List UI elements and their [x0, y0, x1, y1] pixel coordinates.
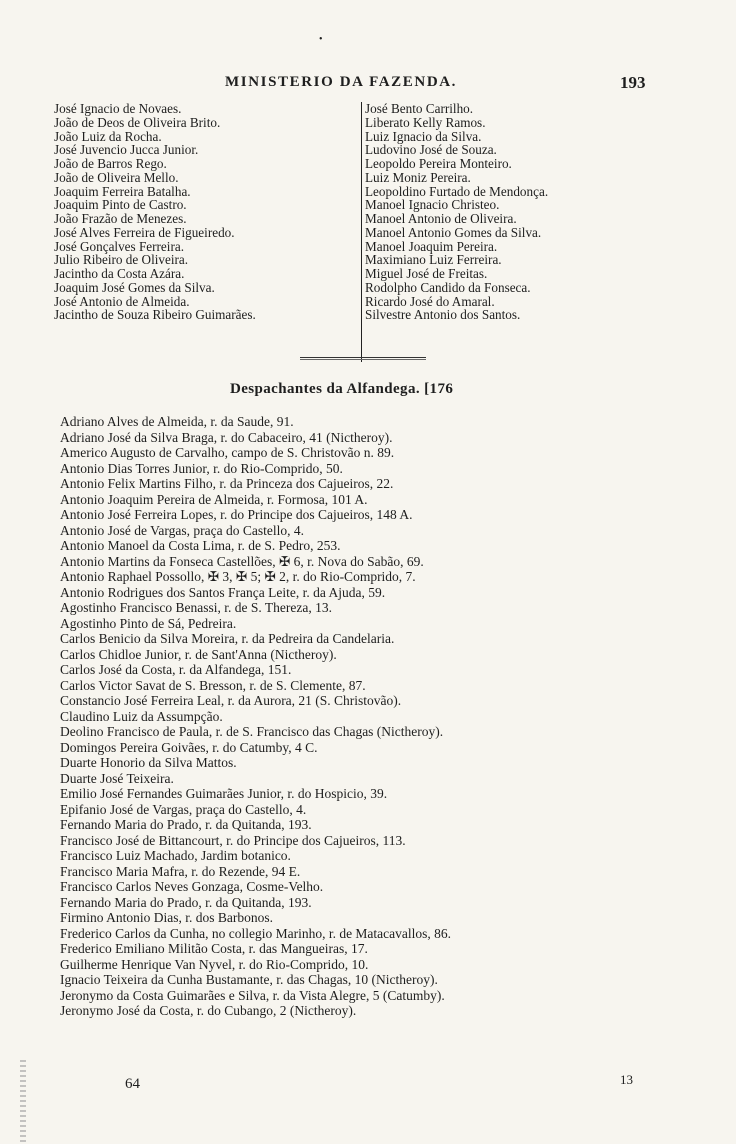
despachante-entry: Agostinho Francisco Benassi, r. de S. Thereza, 13.: [60, 600, 332, 615]
list-item: José Antonio de Almeida.: [54, 293, 190, 309]
despachante-entry: Antonio José Ferreira Lopes, r. do Principe dos Cajueiros, 148 A.: [60, 507, 413, 522]
list-item: Joaquim Ferreira Batalha.: [54, 183, 191, 199]
despachante-entry: Francisco Carlos Neves Gonzaga, Cosme-Velho.: [60, 879, 324, 894]
despachante-entry: Carlos Chidloe Junior, r. de Sant'Anna (Nictheroy).: [60, 646, 337, 662]
signature-mark: 64: [125, 1076, 140, 1092]
list-item: Manoel Ignacio Christeo.: [365, 197, 500, 213]
despachante-entry: Emilio José Fernandes Guimarães Junior, r. do Hospicio, 39.: [60, 786, 388, 801]
list-item: Julio Ribeiro de Oliveira.: [54, 252, 189, 268]
despachante-entry: Adriano José da Silva Braga, r. do Cabaceiro, 41 (Nictheroy).: [60, 429, 393, 445]
despachante-entry: Antonio Raphael Possollo, ✠ 3, ✠ 5; ✠ 2, r. do Rio-Comprido, 7.: [60, 569, 416, 584]
list-item: Maximiano Luiz Ferreira.: [365, 252, 502, 268]
despachante-entry: Deolino Francisco de Paula, r. de S. Francisco das Chagas (Nictheroy).: [60, 724, 444, 739]
list-item: Jacintho de Souza Ribeiro Guimarães.: [54, 307, 256, 323]
list-item: José Bento Carrilho.: [365, 101, 474, 116]
list-item: João de Deos de Oliveira Brito.: [54, 114, 221, 130]
despachantes-list: [60, 414, 700, 1019]
list-item: Joaquim Pinto de Castro.: [54, 197, 187, 213]
despachante-entry: Frederico Carlos da Cunha, no collegio Marinho, r. de Matacavallos, 86.: [60, 925, 452, 941]
list-item: Leopoldo Pereira Monteiro.: [365, 156, 512, 171]
binding-margin-mark: [20, 1060, 26, 1144]
list-item: Ricardo José do Amaral.: [365, 293, 495, 309]
list-item: Ludovino José de Souza.: [365, 142, 497, 158]
list-item: Manoel Antonio de Oliveira.: [365, 211, 517, 226]
despachante-entry: Fernando Maria do Prado, r. da Quitanda, 193.: [60, 894, 312, 910]
list-item: Leopoldino Furtado de Mendonça.: [365, 183, 549, 199]
list-item: João Luiz da Rocha.: [54, 128, 162, 144]
list-item: Joaquim José Gomes da Silva.: [54, 279, 215, 295]
despachante-entry: Antonio Rodrigues dos Santos França Leite, r. da Ajuda, 59.: [60, 584, 386, 600]
list-item: João Frazão de Menezes.: [54, 211, 187, 226]
list-item: José Ignacio de Novaes.: [54, 101, 182, 116]
despachante-entry: Agostinho Pinto de Sá, Pedreira.: [60, 615, 237, 631]
despachante-entry: Carlos Victor Savat de S. Bresson, r. de S. Clemente, 87.: [60, 677, 366, 693]
despachante-entry: Firmino Antonio Dias, r. dos Barbonos.: [60, 910, 274, 925]
list-item: Luiz Moniz Pereira.: [365, 169, 471, 185]
despachante-entry: Ignacio Teixeira da Cunha Bustamante, r. das Chagas, 10 (Nictheroy).: [60, 972, 438, 987]
top-mark: •: [319, 34, 323, 45]
list-item: José Gonçalves Ferreira.: [54, 238, 184, 254]
list-item: Miguel José de Freitas.: [365, 266, 488, 281]
despachante-entry: Francisco Maria Mafra, r. do Rezende, 94 E.: [60, 863, 301, 879]
despachante-entry: Antonio Felix Martins Filho, r. da Princeza dos Cajueiros, 22.: [60, 476, 394, 491]
despachante-entry: Duarte Honorio da Silva Mattos.: [60, 755, 237, 770]
list-item: Liberato Kelly Ramos.: [365, 114, 486, 130]
despachante-entry: Frederico Emiliano Militão Costa, r. das Mangueiras, 17.: [60, 941, 368, 956]
despachante-entry: Domingos Pereira Goivães, r. do Catumby, 4 C.: [60, 739, 318, 755]
left-name-column: [54, 102, 354, 322]
section-title: Despachantes da Alfandega. [176: [230, 381, 454, 397]
list-item: José Alves Ferreira de Figueiredo.: [54, 224, 235, 240]
despachante-entry: Antonio Manoel da Costa Lima, r. de S. Pedro, 253.: [60, 538, 341, 553]
page-title: MINISTERIO DA FAZENDA.: [225, 74, 458, 90]
list-item: Manoel Joaquim Pereira.: [365, 238, 498, 254]
despachante-entry: Jeronymo José da Costa, r. do Cubango, 2 (Nictheroy).: [60, 1003, 357, 1018]
right-name-column: [361, 102, 665, 362]
despachante-entry: Antonio Joaquim Pereira de Almeida, r. Formosa, 101 A.: [60, 491, 368, 507]
despachante-entry: Carlos Benicio da Silva Moreira, r. da Pedreira da Candelaria.: [60, 631, 395, 646]
despachante-entry: Antonio Dias Torres Junior, r. do Rio-Comprido, 50.: [60, 460, 343, 476]
despachante-entry: Antonio Martins da Fonseca Castellões, ✠ 6, r. Nova do Sabão, 69.: [60, 553, 424, 569]
page-number: 193: [620, 73, 646, 92]
despachante-entry: Adriano Alves de Almeida, r. da Saude, 91.: [60, 414, 294, 429]
despachante-entry: Carlos José da Costa, r. da Alfandega, 151.: [60, 662, 292, 677]
page-header: [0, 74, 736, 94]
list-item: Rodolpho Candido da Fonseca.: [365, 279, 531, 295]
despachante-entry: Francisco Luiz Machado, Jardim botanico.: [60, 848, 291, 863]
despachante-entry: Antonio José de Vargas, praça do Castello, 4.: [60, 522, 304, 538]
despachante-entry: Fernando Maria do Prado, r. da Quitanda, 193.: [60, 817, 312, 832]
list-item: Luiz Ignacio da Silva.: [365, 128, 482, 144]
despachante-entry: Francisco José de Bittancourt, r. do Principe dos Cajueiros, 113.: [60, 832, 406, 848]
list-item: João de Oliveira Mello.: [54, 169, 179, 185]
despachante-entry: Claudino Luiz da Assumpção.: [60, 708, 223, 724]
despachante-entry: Jeronymo da Costa Guimarães e Silva, r. da Vista Alegre, 5 (Catumby).: [60, 987, 445, 1003]
despachante-entry: Duarte José Teixeira.: [60, 770, 174, 786]
section-divider: [300, 357, 426, 360]
list-item: Silvestre Antonio dos Santos.: [365, 307, 521, 323]
list-item: José Juvencio Jucca Junior.: [54, 142, 199, 158]
despachante-entry: Guilherme Henrique Van Nyvel, r. do Rio-Comprido, 10.: [60, 956, 369, 972]
despachante-entry: Americo Augusto de Carvalho, campo de S. Christovão n. 89.: [60, 445, 395, 460]
list-item: João de Barros Rego.: [54, 156, 167, 171]
list-item: Manoel Antonio Gomes da Silva.: [365, 224, 542, 240]
despachante-entry: Constancio José Ferreira Leal, r. da Aurora, 21 (S. Christovão).: [60, 693, 402, 708]
despachante-entry: Epifanio José de Vargas, praça do Castello, 4.: [60, 801, 307, 817]
sheet-number: 13: [620, 1072, 633, 1087]
list-item: Jacintho da Costa Azára.: [54, 266, 185, 281]
